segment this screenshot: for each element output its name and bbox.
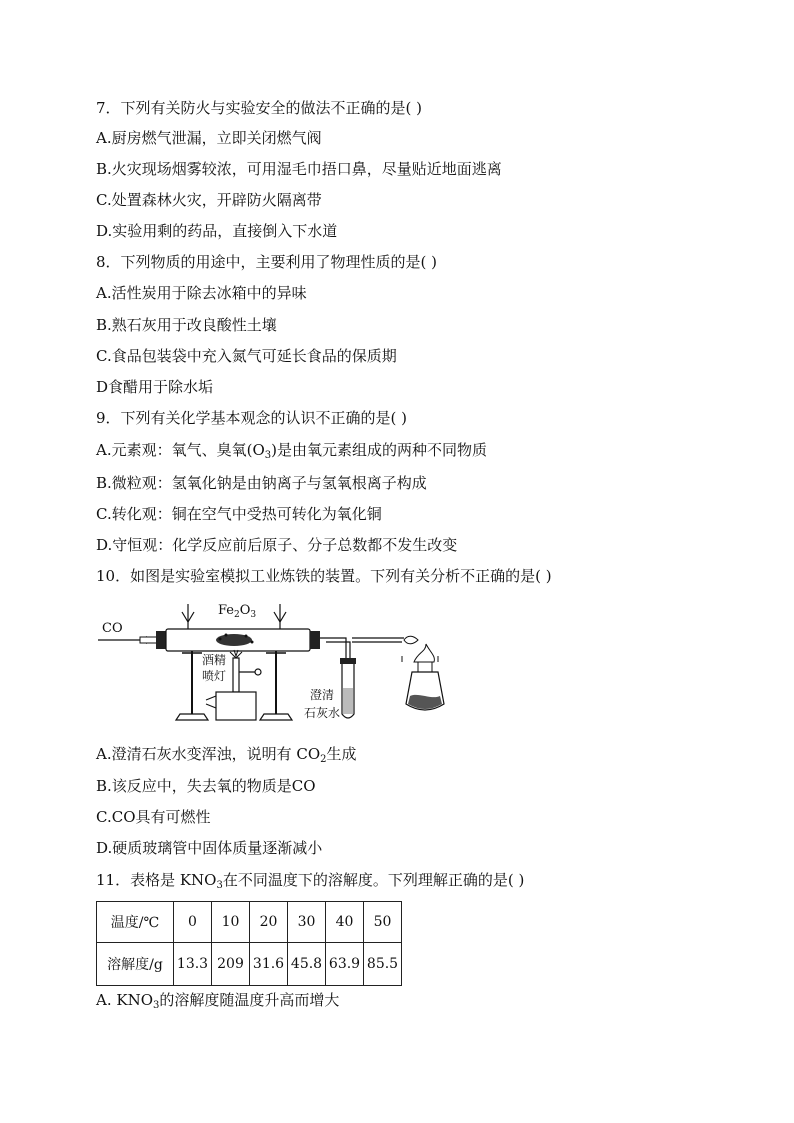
q11-stem: [96, 870, 524, 890]
temperature-cell: 30: [288, 902, 326, 943]
alcohol-lamp-flame: [414, 644, 434, 662]
q8-option-a: A.活性炭用于除去冰箱中的异味: [96, 284, 307, 302]
temperature-row: [97, 902, 402, 943]
q9-option-a-text: A.元素观：氧气、臭氧(O: [96, 441, 265, 459]
limewater: [343, 688, 353, 714]
q10-option-a: [96, 744, 357, 764]
q11-option-a-text-end: 的溶解度随温度升高而增大: [159, 991, 340, 1009]
q7-option-b: B.火灾现场烟雾较浓，可用湿毛巾捂口鼻，尽量贴近地面逃离: [96, 160, 502, 178]
solubility-cell: 209: [212, 943, 250, 986]
q8-option-d: D食醋用于除水垢: [96, 378, 214, 396]
fe2o3-label: $Fe_2O_3$: [218, 603, 257, 620]
q9-option-a-subscript: 3: [264, 450, 272, 461]
q10-option-c: C.CO具有可燃性: [96, 808, 211, 826]
q9-option-d: D.守恒观：化学反应前后原子、分子总数都不发生改变: [96, 536, 458, 554]
q7-option-d: D.实验用剩的药品，直接倒入下水道: [96, 222, 338, 240]
q10-option-a-text: A.澄清石灰水变浑浊，说明有 CO: [96, 745, 321, 763]
co-label: CO: [102, 621, 123, 636]
q11-option-a: [96, 990, 339, 1010]
q9-option-a-text-end: )是由氧元素组成的两种不同物质: [271, 441, 487, 459]
blowtorch-valve: [255, 669, 261, 675]
q10-option-a-text-end: 生成: [326, 745, 357, 763]
alcohol-lamp-neck: [418, 662, 432, 672]
q11-stem-text: 11．表格是 KNO: [96, 871, 217, 889]
solubility-cell: 13.3: [174, 943, 212, 986]
test-tube-stopper: [340, 658, 356, 664]
right-stopper: [310, 631, 320, 649]
q9-option-a: [96, 440, 487, 460]
q11-option-a-subscript: 3: [153, 1000, 160, 1011]
q7-option-c: C.处置森林火灾，开辟防火隔离带: [96, 191, 322, 209]
q10-stem: 10．如图是实验室模拟工业炼铁的装置。下列有关分析不正确的是( ): [96, 567, 552, 585]
temperature-cell: 20: [250, 902, 288, 943]
blowtorch-tube: [233, 658, 239, 692]
limewater-label-line2: 石灰水: [304, 706, 341, 720]
q9-option-c: C.转化观：铜在空气中受热可转化为氧化铜: [96, 505, 382, 523]
q11-option-a-text: A. KNO: [96, 991, 153, 1009]
q10-option-d: D.硬质玻璃管中固体质量逐渐减小: [96, 839, 323, 857]
limewater-label-line1: 澄清: [310, 688, 335, 702]
exhaust-flame: [404, 636, 418, 644]
solubility-cell: 63.9: [326, 943, 364, 986]
temperature-cell: 10: [212, 902, 250, 943]
solubility-cell: 45.8: [288, 943, 326, 986]
blowtorch-handle: [206, 696, 216, 708]
temperature-cell: 40: [326, 902, 364, 943]
right-stand-base: [260, 714, 292, 720]
solubility-table: [96, 901, 402, 986]
left-stopper: [156, 631, 166, 649]
solubility-header: 溶解度/g: [97, 943, 174, 986]
q9-stem: 9．下列有关化学基本观念的认识不正确的是( ): [96, 409, 408, 427]
temperature-header: 温度/℃: [97, 902, 174, 943]
temperature-cell: 50: [364, 902, 402, 943]
q7-stem: 7．下列有关防火与实验安全的做法不正确的是( ): [96, 99, 423, 117]
q10-option-b: B.该反应中，失去氧的物质是CO: [96, 777, 316, 795]
ironmaking-apparatus-figure: [96, 596, 446, 726]
q10-option-a-subscript: 2: [320, 754, 327, 765]
solubility-cell: 85.5: [364, 943, 402, 986]
q8-option-b: B.熟石灰用于改良酸性土壤: [96, 316, 277, 334]
blowtorch-label-line2: 喷灯: [202, 669, 227, 683]
q8-option-c: C.食品包装袋中充入氮气可延长食品的保质期: [96, 347, 397, 365]
temperature-cell: 0: [174, 902, 212, 943]
q9-option-b: B.微粒观：氢氧化钠是由钠离子与氢氧根离子构成: [96, 474, 427, 492]
q11-stem-text-end: 在不同温度下的溶解度。下列理解正确的是( ): [222, 871, 525, 889]
blowtorch-reservoir: [216, 692, 256, 720]
q8-stem: 8．下列物质的用途中，主要利用了物理性质的是( ): [96, 253, 438, 271]
blowtorch-label-line1: 酒精: [202, 653, 227, 667]
q11-stem-subscript: 3: [216, 880, 223, 891]
left-stand-base: [176, 714, 208, 720]
q7-option-a: A.厨房燃气泄漏，立即关闭燃气阀: [96, 129, 322, 147]
solubility-row: [97, 943, 402, 986]
solubility-cell: 31.6: [250, 943, 288, 986]
